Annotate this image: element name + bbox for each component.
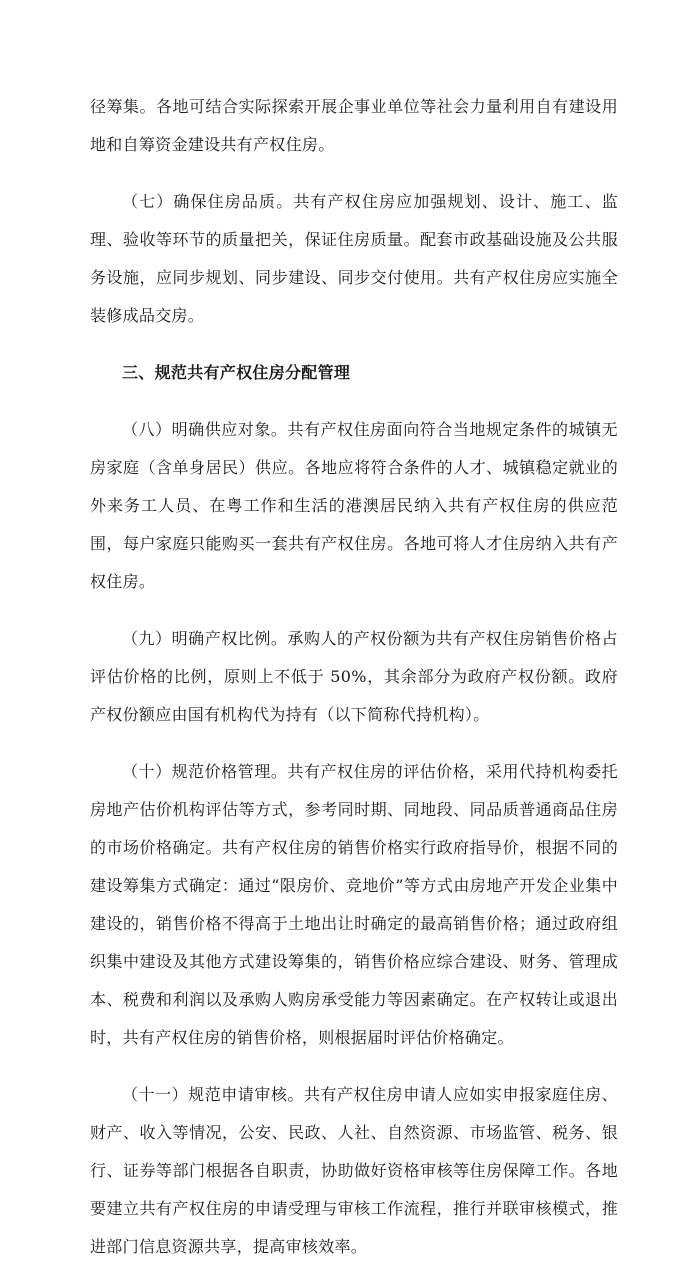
paragraph-continued: 径筹集。各地可结合实际探索开展企事业单位等社会力量利用自有建设用地和自筹资金建设共有产权住房。 [90,97,618,154]
paragraph-item-10: （十）规范价格管理。共有产权住房的评估价格，采用代持机构委托房地产估价机构评估等方式，参考同时期、同地段、同品质普通商品住房的市场价格确定。共有产权住房的销售价格实行政府指导价，根据不同的建设筹集方式确定：通过“限房价、竞地价”等方式由房地产开发企业集中建设的，销售价格不得高于土地出让时确定的最高销售价格；通过政府组织集中建设及其他方式建设筹集的，销售价格应综合建设、财务、管理成本、税费和利润以及承购人购房承受能力等因素确定。在产权转让或退出时，共有产权住房的销售价格，则根据届时评估价格确定。 [90,762,618,1047]
section-heading: 三、规范共有产权住房分配管理 [122,363,351,382]
paragraph-item-7: （七）确保住房品质。共有产权住房应加强规划、设计、施工、监理、验收等环节的质量把关，保证住房质量。配套市政基础设施及公共服务设施，应同步规划、同步建设、同步交付使用。共有产权住房应实施全装修成品交房。 [90,192,618,325]
paragraph-item-8: （八）明确供应对象。共有产权住房面向符合当地规定条件的城镇无房家庭（含单身居民）供应。各地应将符合条件的人才、城镇稳定就业的外来务工人员、在粤工作和生活的港澳居民纳入共有产权住房的供应范围，每户家庭只能购买一套共有产权住房。各地可将人才住房纳入共有产权住房。 [90,420,618,591]
paragraph-item-11: （十一）规范申请审核。共有产权住房申请人应如实申报家庭住房、财产、收入等情况，公安、民政、人社、自然资源、市场监管、税务、银行、证券等部门根据各自职责，协助做好资格审核等住房保障工作。各地要建立共有产权住房的申请受理与审核工作流程，推行并联审核模式，推进部门信息资源共享，提高审核效率。 [90,1085,618,1256]
paragraph-item-9: （九）明确产权比例。承购人的产权份额为共有产权住房销售价格占评估价格的比例，原则上不低于 50%，其余部分为政府产权份额。政府产权份额应由国有机构代为持有（以下简称代持机构）。 [90,629,618,724]
